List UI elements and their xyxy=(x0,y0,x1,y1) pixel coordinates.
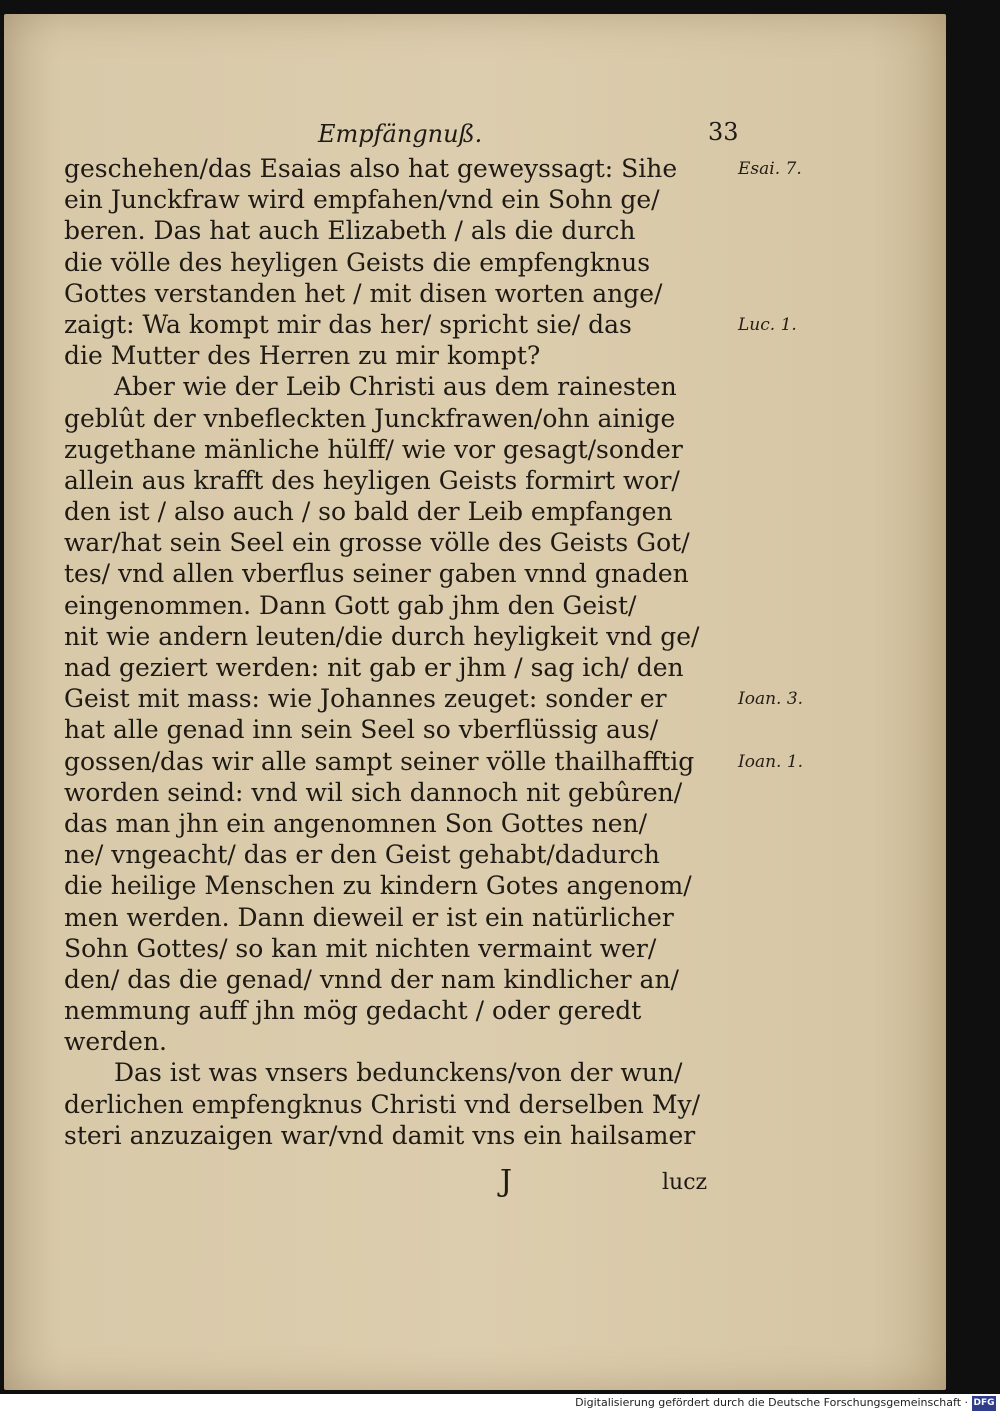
text-line: Gottes verstanden het / mit disen worten ange/ xyxy=(64,278,663,308)
text-line: men werden. Dann dieweil er ist ein natürlicher xyxy=(64,902,674,932)
text-line: worden seind: vnd wil sich dannoch nit gebûren/ xyxy=(64,777,683,807)
margin-note: Esai. 7. xyxy=(738,159,802,179)
text-line: nemmung auff jhn mög gedacht / oder geredt xyxy=(64,996,642,1026)
text-line: beren. Das hat auch Elizabeth / als die durch xyxy=(64,216,636,246)
text-line: eingenommen. Dann Gott gab jhm den Geist/ xyxy=(64,590,637,620)
text-line: hat alle genad inn sein Seel so vberflüssig aus/ xyxy=(64,715,659,745)
text-line: nad geziert werden: nit gab er jhm / sag ich/ den xyxy=(64,653,684,682)
page-number: 33 xyxy=(708,118,739,146)
text-line: das man jhn ein angenomnen Son Gottes nen/ xyxy=(64,808,648,838)
text-line: Geist mit mass: wie Johannes zeuget: sonder er xyxy=(64,684,667,714)
text-line: Sohn Gottes/ so kan mit nichten vermaint wer/ xyxy=(64,933,657,963)
signature-mark: J xyxy=(500,1164,513,1199)
margin-note: Ioan. 3. xyxy=(738,689,804,710)
dfg-logo-icon: DFG xyxy=(972,1396,996,1411)
text-line: die heilige Menschen zu kindern Gotes angenom/ xyxy=(64,871,692,901)
text-line: derlichen empfengknus Christi vnd derselben My/ xyxy=(64,1089,700,1119)
text-line: gossen/das wir alle sampt seiner völle thailhafftig xyxy=(64,746,695,776)
text-line: allein aus krafft des heyligen Geists formirt wor/ xyxy=(64,465,680,495)
running-title: Empfängnuß. xyxy=(318,120,483,148)
text-line: den/ das die genad/ vnnd der nam kindlicher an/ xyxy=(64,964,679,994)
footer-bar xyxy=(0,1394,1000,1416)
text-line: geschehen/das Esaias also hat geweyssagt: Sihe xyxy=(64,154,678,183)
text-line: werden. xyxy=(64,1027,167,1057)
text-line: steri anzuzaigen war/vnd damit vns ein hailsamer xyxy=(64,1120,696,1150)
text-line: Aber wie der Leib Christi aus dem rainesten xyxy=(114,372,677,402)
body-text xyxy=(64,153,736,1151)
funding-credit: Digitalisierung gefördert durch die Deutsche Forschungsgemeinschaft · xyxy=(575,1396,968,1409)
margin-note: Ioan. 1. xyxy=(738,751,804,772)
text-line: geblût der vnbefleckten Junckfrawen/ohn ainige xyxy=(64,403,676,433)
text-line: zaigt: Wa kompt mir das her/ spricht sie/ das xyxy=(64,309,632,339)
text-line: ne/ vngeacht/ das er den Geist gehabt/dadurch xyxy=(64,840,660,870)
text-line: war/hat sein Seel ein grosse völle des Geists Got/ xyxy=(64,528,690,558)
text-line: tes/ vnd allen vberflus seiner gaben vnnd gnaden xyxy=(64,559,689,589)
text-line: ein Junckfraw wird empfahen/vnd ein Sohn ge/ xyxy=(64,185,660,215)
text-line: die völle des heyligen Geists die empfengknus xyxy=(64,247,651,277)
text-line: nit wie andern leuten/die durch heyligkeit vnd ge/ xyxy=(64,621,700,651)
text-line: zugethane mänliche hülff/ wie vor gesagt/sonder xyxy=(64,434,683,464)
text-line: Das ist was vnsers bedunckens/von der wun/ xyxy=(114,1058,683,1088)
text-line: die Mutter des Herren zu mir kompt? xyxy=(64,341,541,371)
text-line: den ist / also auch / so bald der Leib empfangen xyxy=(64,497,673,527)
margin-note: Luc. 1. xyxy=(738,315,797,335)
catchword: lucz xyxy=(662,1170,708,1195)
